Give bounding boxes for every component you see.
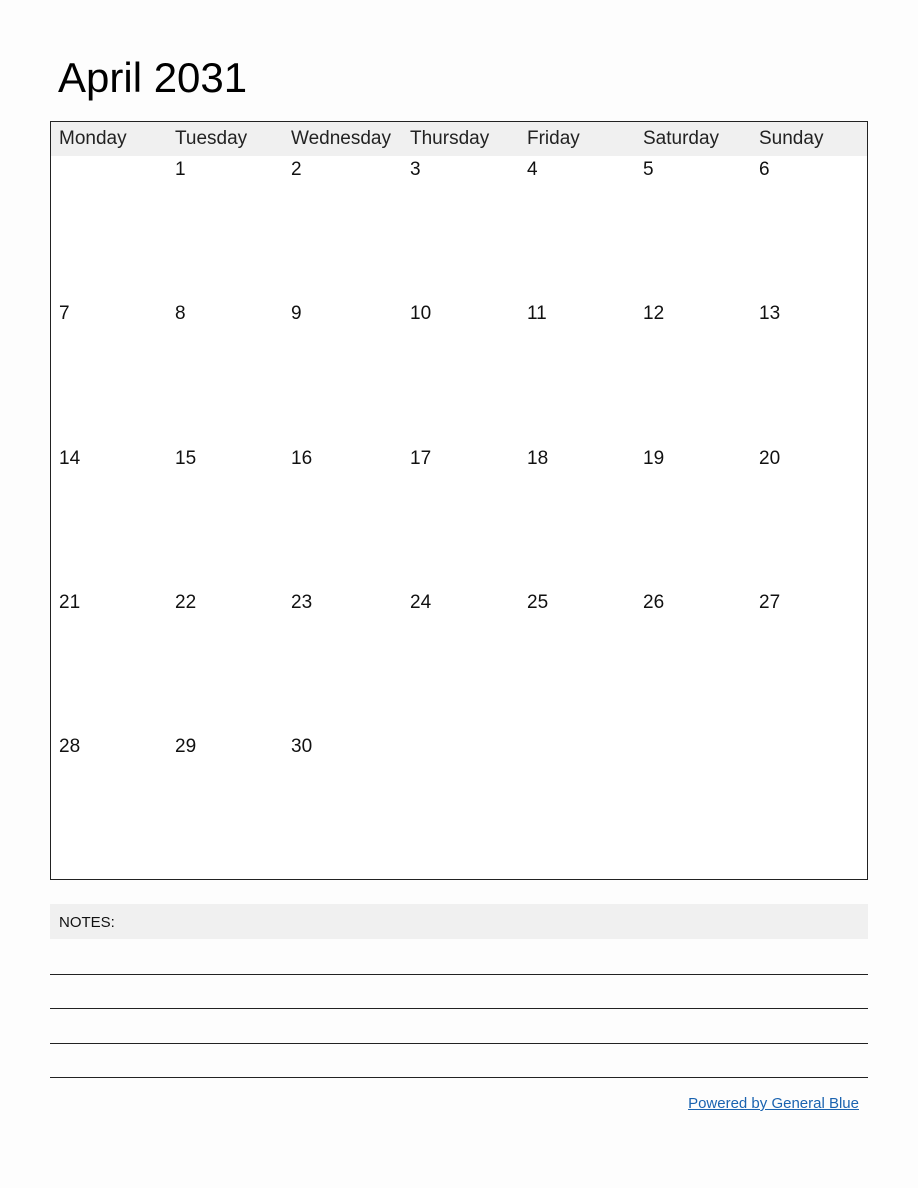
day-number: 3 — [410, 159, 421, 180]
weekday-header-row — [51, 122, 867, 156]
weekday-label: Friday — [527, 128, 580, 149]
day-number: 23 — [291, 592, 313, 613]
day-number: 5 — [643, 159, 654, 180]
day-number: 20 — [759, 448, 781, 469]
weekday-label: Wednesday — [291, 128, 391, 149]
notes-header — [50, 904, 868, 939]
day-number: 7 — [59, 303, 70, 324]
day-number: 6 — [759, 159, 770, 180]
day-number: 16 — [291, 448, 313, 469]
day-number: 10 — [410, 303, 432, 324]
day-number: 14 — [59, 448, 81, 469]
day-number: 27 — [759, 592, 781, 613]
day-number: 9 — [291, 303, 302, 324]
weekday-label: Tuesday — [175, 128, 248, 149]
day-number: 8 — [175, 303, 186, 324]
day-number: 30 — [291, 736, 313, 757]
day-number: 29 — [175, 736, 197, 757]
day-number: 26 — [643, 592, 665, 613]
day-number: 21 — [59, 592, 81, 613]
calendar-grid — [50, 121, 868, 880]
day-number: 25 — [527, 592, 549, 613]
day-number: 17 — [410, 448, 432, 469]
day-number: 15 — [175, 448, 197, 469]
day-number: 18 — [527, 448, 549, 469]
day-number: 1 — [175, 159, 186, 180]
day-number: 12 — [643, 303, 665, 324]
note-line — [50, 1043, 868, 1044]
day-number: 22 — [175, 592, 197, 613]
day-number: 19 — [643, 448, 665, 469]
note-line — [50, 1077, 868, 1078]
powered-by-link[interactable]: Powered by General Blue — [688, 1095, 859, 1112]
day-number: 11 — [527, 303, 547, 324]
weekday-label: Sunday — [759, 128, 824, 149]
day-number: 2 — [291, 159, 302, 180]
weekday-label: Monday — [59, 128, 127, 149]
weekday-label: Thursday — [410, 128, 490, 149]
notes-label: NOTES: — [59, 914, 115, 931]
day-number: 24 — [410, 592, 432, 613]
page-title: April 2031 — [58, 54, 248, 101]
day-number: 4 — [527, 159, 538, 180]
weekday-label: Saturday — [643, 128, 720, 149]
day-number: 13 — [759, 303, 781, 324]
note-line — [50, 1008, 868, 1009]
day-number: 28 — [59, 736, 81, 757]
note-line — [50, 974, 868, 975]
